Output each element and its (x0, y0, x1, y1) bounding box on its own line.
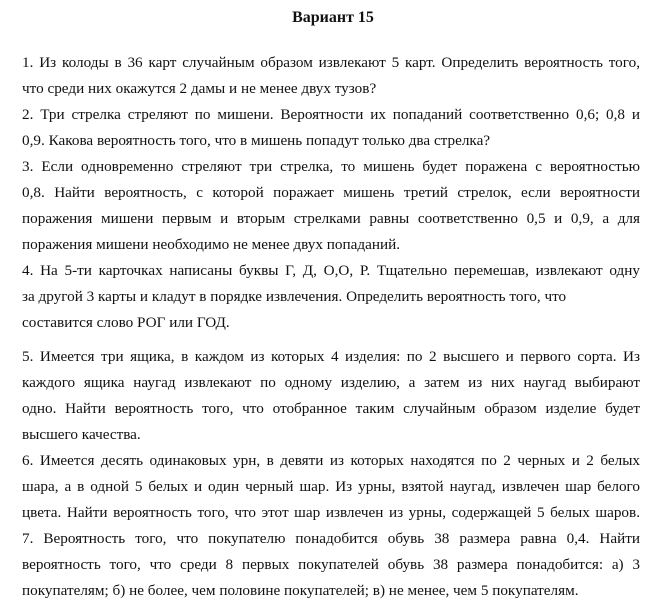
task-line: цвета. Найти вероятность того, что этот шар извлечен из урны, содержащей 5 белых шаров. (22, 504, 640, 521)
task-line: за другой 3 карты и кладут в порядке извлечения. Определить вероятность того, что (22, 288, 567, 305)
task-3 (22, 154, 640, 258)
task-line: 4. На 5-ти карточках написаны буквы Г, Д, О,О, Р. Тщательно перемешав, извлекают одну (22, 262, 640, 279)
task-line: составится слово РОГ или ГОД. (22, 314, 230, 331)
task-line: 7. Вероятность того, что покупателю понадобится обувь 38 размера равна 0,4. Найти (22, 530, 640, 547)
task-line: поражения мишени необходимо не менее двух попаданий. (22, 236, 401, 253)
task-line: 0,9. Какова вероятность того, что в мишень попадут только два стрелка? (22, 132, 491, 149)
task-1 (22, 50, 640, 102)
task-line: поражения мишени первым и вторым стрелками равны соответственно 0,5 и 0,9, а для (22, 210, 640, 227)
task-line: 3. Если одновременно стреляют три стрелка, то мишень будет поражена с вероятностью (22, 158, 640, 175)
task-line: высшего качества. (22, 426, 141, 443)
task-6 (22, 448, 640, 526)
task-2 (22, 102, 640, 154)
task-line: что среди них окажутся 2 дамы и не менее двух тузов? (22, 80, 377, 97)
document-title: Вариант 15 (292, 9, 374, 26)
task-line: вероятность того, что среди 8 первых покупателей обувь 38 размера понадобится: а) 3 (22, 556, 640, 573)
task-line: каждого ящика наугад извлекают по одному изделию, а затем из них наугад выбирают (22, 374, 640, 391)
task-line: 0,8. Найти вероятность, с которой поражает мишень третий стрелок, если вероятности (22, 184, 640, 201)
task-line: 1. Из колоды в 36 карт случайным образом извлекают 5 карт. Определить вероятность того, (22, 54, 640, 71)
task-line: 2. Три стрелка стреляют по мишени. Вероятности их попаданий соответственно 0,6; 0,8 и (22, 106, 640, 123)
task-4 (22, 258, 640, 336)
task-line: одно. Найти вероятность того, что отобранное таким случайным образом изделие будет (22, 400, 640, 417)
task-5 (22, 344, 640, 448)
task-line: шара, а в одной 5 белых и один черный шар. Из урны, взятой наугад, извлечен шар белого (22, 478, 640, 495)
task-line: покупателям; б) не более, чем половине покупателей; в) не менее, чем 5 покупателям. (22, 582, 579, 599)
task-line: 5. Имеется три ящика, в каждом из которых 4 изделия: по 2 высшего и первого сорта. Из (22, 348, 640, 365)
task-7 (22, 526, 640, 604)
task-line: 6. Имеется десять одинаковых урн, в девяти из которых находятся по 2 черных и 2 белых (22, 452, 640, 469)
